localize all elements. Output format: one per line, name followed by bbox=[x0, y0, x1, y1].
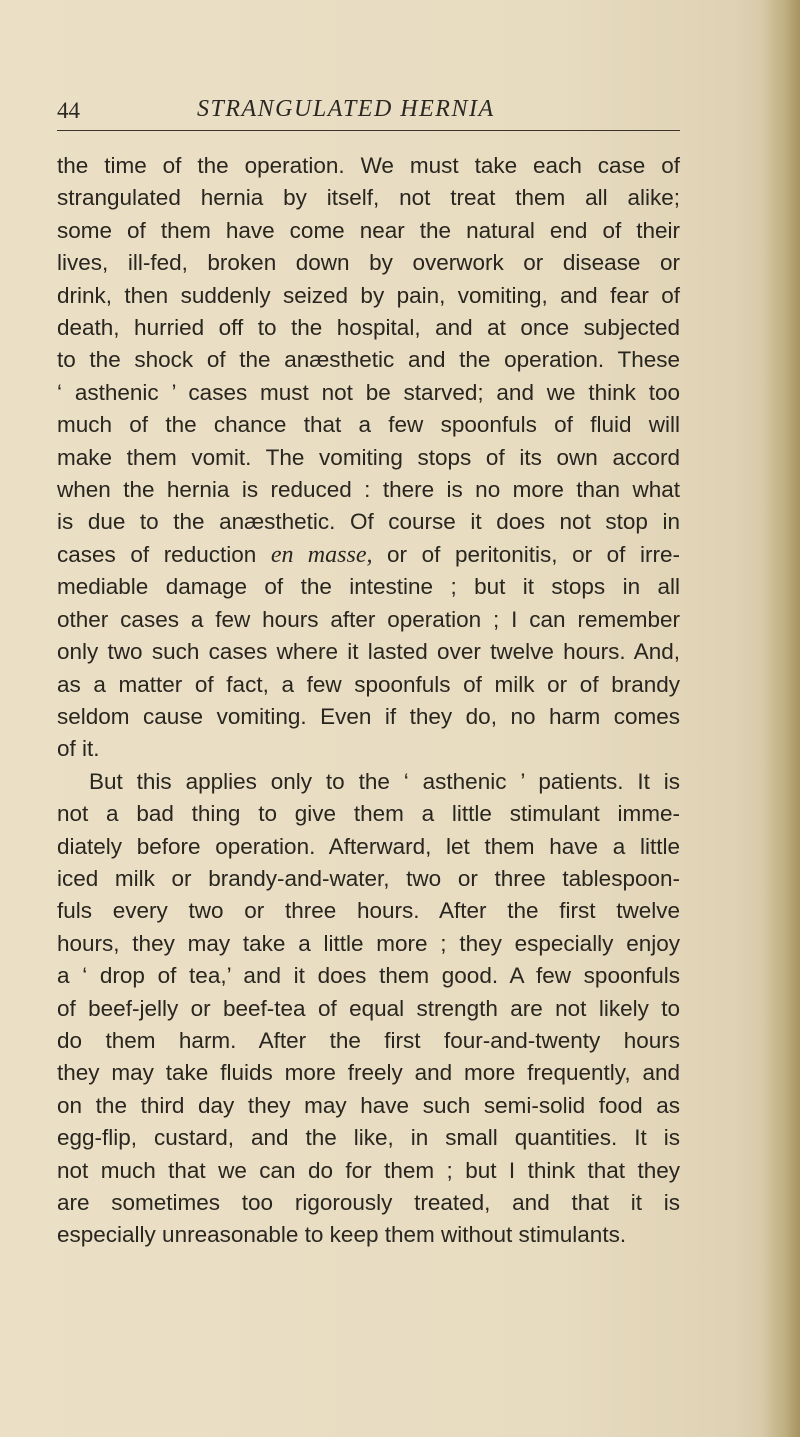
text-line: iced milk or brandy-and-water, two or three tablespoon- bbox=[57, 865, 680, 891]
text-line: is due to the anæsthetic. Of course it does not stop in bbox=[57, 509, 680, 535]
text-line: do them harm. After the first four-and-twenty hours bbox=[57, 1027, 680, 1053]
header-rule bbox=[57, 130, 680, 131]
text-line-with-italic bbox=[57, 539, 680, 571]
text-line: not much that we can do for them ; but I think that they bbox=[57, 1157, 680, 1183]
text-line: the time of the operation. We must take each case of bbox=[57, 153, 680, 178]
text-line: mediable damage of the intestine ; but it stops in all bbox=[57, 574, 680, 600]
text-line: drink, then suddenly seized by pain, vomiting, and fear of bbox=[57, 282, 680, 308]
text-line: they may take fluids more freely and more frequently, and bbox=[57, 1060, 680, 1086]
text-line: seldom cause vomiting. Even if they do, no harm comes bbox=[57, 703, 680, 729]
text-line: strangulated hernia by itself, not treat them all alike; bbox=[57, 185, 680, 211]
text-line: other cases a few hours after operation ; I can remember bbox=[57, 606, 680, 632]
text-line: only two such cases where it lasted over twelve hours. And, bbox=[57, 639, 680, 665]
italic-phrase: en masse, bbox=[270, 541, 373, 568]
text-line: much of the chance that a few spoonfuls of fluid will bbox=[57, 412, 680, 438]
text-line: But this applies only to the ‘ asthenic ’ patients. It is bbox=[89, 768, 680, 794]
text-line: as a matter of fact, a few spoonfuls of milk or of brandy bbox=[57, 671, 680, 697]
text-line: some of them have come near the natural end of their bbox=[57, 217, 680, 243]
paragraph-2 bbox=[57, 766, 680, 1252]
text-line: especially unreasonable to keep them without stimulants. bbox=[57, 1222, 627, 1248]
text-segment: cases of reduction bbox=[57, 541, 271, 567]
text-line: a ‘ drop of tea,’ and it does them good. A few spoonfuls bbox=[57, 963, 680, 989]
paragraph-1 bbox=[57, 150, 680, 766]
text-line: hours, they may take a little more ; they especially enjoy bbox=[57, 930, 680, 956]
body-text bbox=[57, 150, 680, 1252]
text-line: ‘ asthenic ’ cases must not be starved; and we think too bbox=[57, 379, 680, 405]
text-line: diately before operation. Afterward, let them have a little bbox=[57, 833, 680, 859]
text-line: are sometimes too rigorously treated, and that it is bbox=[57, 1190, 680, 1215]
text-segment: or of peritonitis, or of irre- bbox=[372, 541, 680, 567]
text-line: on the third day they may have such semi-solid food as bbox=[57, 1092, 680, 1118]
text-line: death, hurried off to the hospital, and at once subjected bbox=[57, 315, 680, 341]
text-line: of it. bbox=[57, 736, 100, 762]
text-line: lives, ill-fed, broken down by overwork or disease or bbox=[57, 250, 680, 276]
page-edge-shadow bbox=[762, 0, 800, 1437]
text-line: to the shock of the anæsthetic and the operation. These bbox=[57, 347, 680, 373]
text-line: not a bad thing to give them a little stimulant imme- bbox=[57, 801, 680, 827]
text-line: of beef-jelly or beef-tea of equal strength are not likely to bbox=[57, 995, 680, 1021]
text-line: fuls every two or three hours. After the first twelve bbox=[57, 898, 680, 924]
text-line: when the hernia is reduced : there is no more than what bbox=[57, 477, 680, 503]
running-head: STRANGULATED HERNIA bbox=[197, 96, 495, 122]
text-line: make them vomit. The vomiting stops of its own accord bbox=[57, 444, 680, 470]
page-number: 44 bbox=[57, 98, 80, 123]
text-line: egg-flip, custard, and the like, in small quantities. It is bbox=[57, 1125, 680, 1151]
